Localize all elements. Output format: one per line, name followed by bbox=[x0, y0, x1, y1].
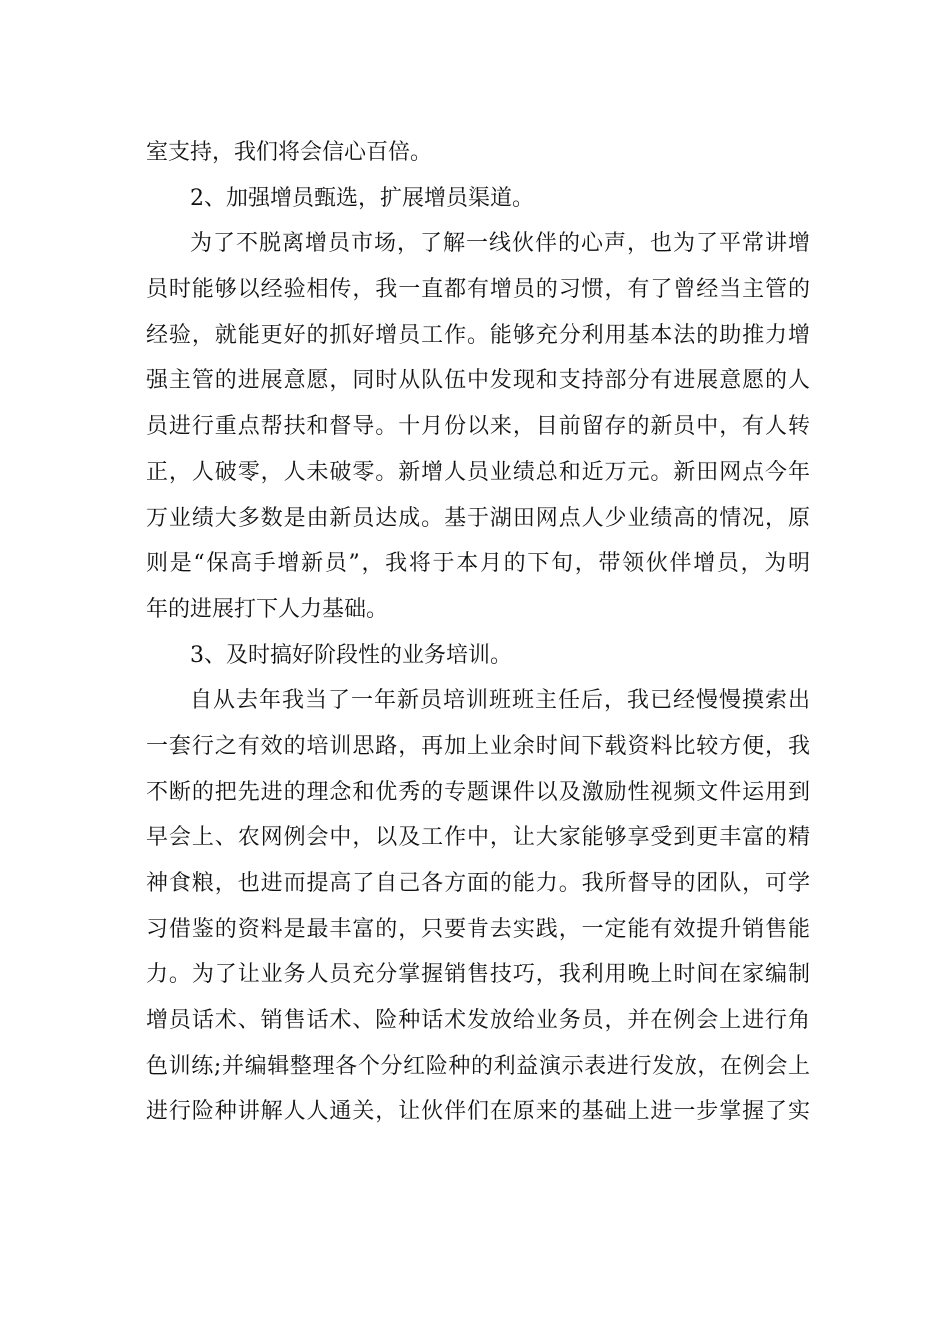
text-line: 增员话术、销售话术、险种话术发放给业务员，并在例会上进行角 bbox=[146, 1008, 810, 1034]
section-heading: 2、加强增员甄选，扩展增员渠道。 bbox=[190, 185, 534, 211]
text-line: 神食粮，也进而提高了自己各方面的能力。我所督导的团队，可学 bbox=[146, 871, 810, 896]
text-line: 习借鉴的资料是最丰富的，只要肯去实践，一定能有效提升销售能 bbox=[146, 916, 810, 942]
text-line: 为了不脱离增员市场，了解一线伙伴的心声，也为了平常讲增 bbox=[190, 231, 810, 257]
section-heading: 3、及时搞好阶段性的业务培训。 bbox=[190, 642, 512, 668]
text-line: 一套行之有效的培训思路，再加上业余时间下载资料比较方便，我 bbox=[146, 733, 810, 759]
text-line: 早会上、农网例会中，以及工作中，让大家能够享受到更丰富的精 bbox=[146, 825, 810, 851]
text-line: 自从去年我当了一年新员培训班班主任后，我已经慢慢摸索出 bbox=[190, 688, 810, 714]
text-line: 正，人破零，人未破零。新增人员业绩总和近万元。新田网点今年 bbox=[146, 459, 810, 485]
text-line: 经验，就能更好的抓好增员工作。能够充分利用基本法的助推力增 bbox=[146, 322, 810, 348]
text-line: 员时能够以经验相传，我一直都有增员的习惯，有了曾经当主管的 bbox=[146, 277, 810, 303]
text-line: 员进行重点帮扶和督导。十月份以来，目前留存的新员中，有人转 bbox=[146, 414, 810, 440]
text-line: 色训练;并编辑整理各个分红险种的利益演示表进行发放，在例会上 bbox=[146, 1053, 810, 1079]
text-line: 年的进展打下人力基础。 bbox=[146, 596, 389, 622]
text-line: 不断的把先进的理念和优秀的专题课件以及激励性视频文件运用到 bbox=[146, 779, 810, 805]
text-line: 万业绩大多数是由新员达成。基于湖田网点人少业绩高的情况，原 bbox=[146, 505, 810, 531]
text-line: 室支持，我们将会信心百倍。 bbox=[146, 140, 433, 165]
document-body bbox=[146, 130, 810, 1135]
text-line: 进行险种讲解人人通关，让伙伴们在原来的基础上进一步掌握了实 bbox=[146, 1099, 810, 1125]
text-line: 强主管的进展意愿，同时从队伍中发现和支持部分有进展意愿的人 bbox=[146, 368, 810, 394]
text-line: 力。为了让业务人员充分掌握销售技巧，我利用晚上时间在家编制 bbox=[146, 962, 810, 988]
text-line: 则是“保高手增新员”，我将于本月的下旬，带领伙伴增员，为明 bbox=[146, 551, 810, 577]
